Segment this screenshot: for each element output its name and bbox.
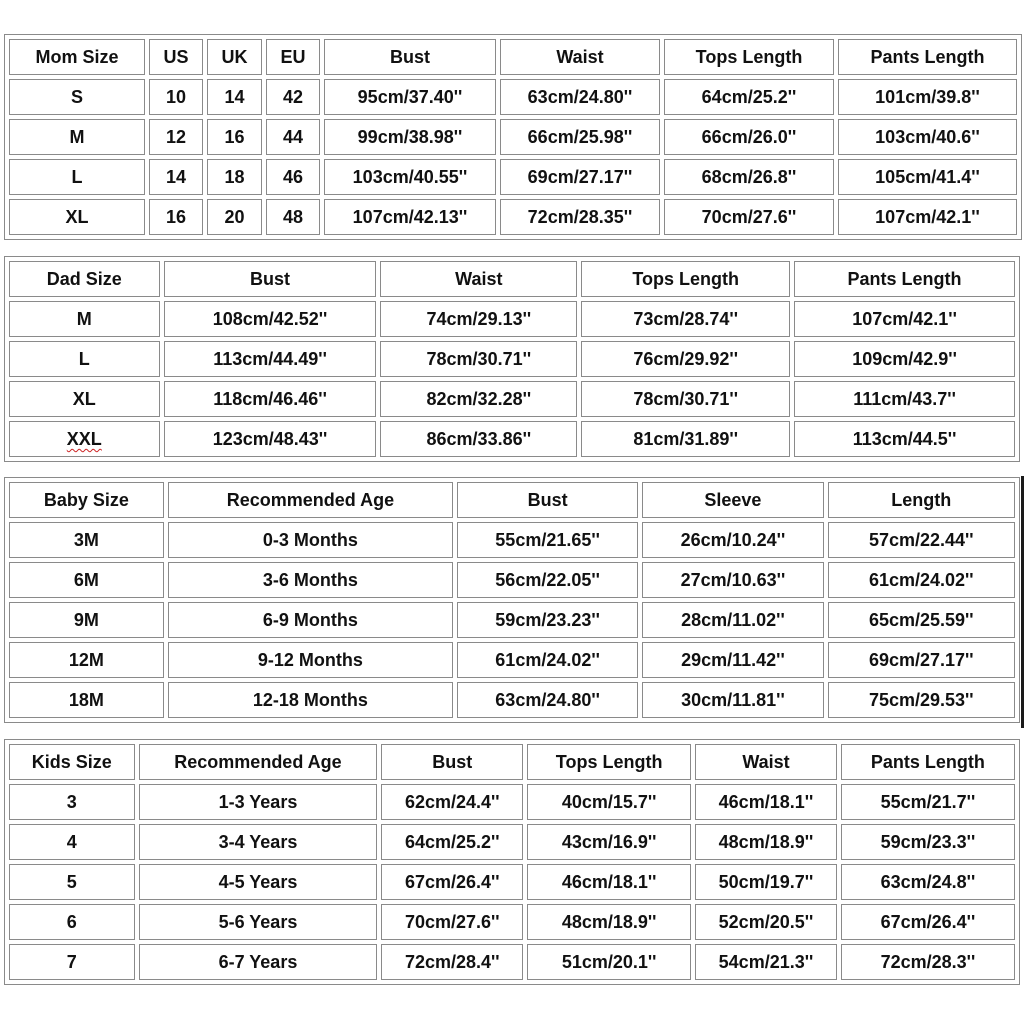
table-header-row xyxy=(9,744,1015,780)
header-cell: Recommended Age xyxy=(139,744,378,780)
table-cell: 1-3 Years xyxy=(139,784,378,820)
table-cell: 12M xyxy=(9,642,164,678)
table-cell: 50cm/19.7'' xyxy=(695,864,837,900)
table-cell: 113cm/44.49'' xyxy=(164,341,377,377)
table-row xyxy=(9,784,1015,820)
table-cell: 113cm/44.5'' xyxy=(794,421,1015,457)
header-cell: Bust xyxy=(324,39,496,75)
table-cell: 12 xyxy=(149,119,203,155)
table-cell: 28cm/11.02'' xyxy=(642,602,823,638)
table-cell: 56cm/22.05'' xyxy=(457,562,638,598)
table-cell: 5 xyxy=(9,864,135,900)
table-cell: 66cm/25.98'' xyxy=(500,119,660,155)
table-cell: 6M xyxy=(9,562,164,598)
header-cell: Recommended Age xyxy=(168,482,453,518)
table-cell: 103cm/40.6'' xyxy=(838,119,1017,155)
table-header-row xyxy=(9,261,1015,297)
table-cell: 46cm/18.1'' xyxy=(527,864,691,900)
table-row xyxy=(9,159,1017,195)
table-cell: 103cm/40.55'' xyxy=(324,159,496,195)
table-cell: 27cm/10.63'' xyxy=(642,562,823,598)
table-cell: 61cm/24.02'' xyxy=(828,562,1015,598)
table-cell: 4-5 Years xyxy=(139,864,378,900)
table-cell: 107cm/42.1'' xyxy=(794,301,1015,337)
table-cell: XL xyxy=(9,381,160,417)
table-cell: 118cm/46.46'' xyxy=(164,381,377,417)
table-cell: 55cm/21.7'' xyxy=(841,784,1015,820)
table-cell: 69cm/27.17'' xyxy=(828,642,1015,678)
table-cell: 14 xyxy=(207,79,262,115)
table-cell: 48 xyxy=(266,199,320,235)
table-cell: 43cm/16.9'' xyxy=(527,824,691,860)
spellcheck-underlined-text: XXL xyxy=(66,429,102,449)
table-cell: 108cm/42.52'' xyxy=(164,301,377,337)
table-cell: 69cm/27.17'' xyxy=(500,159,660,195)
table-cell: 107cm/42.13'' xyxy=(324,199,496,235)
table-cell: 6 xyxy=(9,904,135,940)
table-cell: 111cm/43.7'' xyxy=(794,381,1015,417)
table-cell: 64cm/25.2'' xyxy=(381,824,523,860)
table-cell: 72cm/28.35'' xyxy=(500,199,660,235)
table-cell: 57cm/22.44'' xyxy=(828,522,1015,558)
header-cell: Pants Length xyxy=(838,39,1017,75)
table-cell: XL xyxy=(9,199,145,235)
table-cell: 74cm/29.13'' xyxy=(380,301,577,337)
table-cell: 14 xyxy=(149,159,203,195)
dad-size-table xyxy=(4,256,1020,462)
table-cell: 63cm/24.80'' xyxy=(457,682,638,718)
table-cell: 46 xyxy=(266,159,320,195)
table-cell: 68cm/26.8'' xyxy=(664,159,834,195)
table-cell: 76cm/29.92'' xyxy=(581,341,790,377)
table-cell: 20 xyxy=(207,199,262,235)
table-cell: 78cm/30.71'' xyxy=(380,341,577,377)
baby-size-table xyxy=(4,477,1020,723)
header-cell: Waist xyxy=(380,261,577,297)
table-row xyxy=(9,904,1015,940)
table-cell: 26cm/10.24'' xyxy=(642,522,823,558)
table-cell: 86cm/33.86'' xyxy=(380,421,577,457)
table-cell: 63cm/24.8'' xyxy=(841,864,1015,900)
table-row xyxy=(9,381,1015,417)
table-row xyxy=(9,682,1015,718)
table-row xyxy=(9,301,1015,337)
header-cell: Length xyxy=(828,482,1015,518)
table-cell: 73cm/28.74'' xyxy=(581,301,790,337)
header-cell: Tops Length xyxy=(664,39,834,75)
table-cell: 12-18 Months xyxy=(168,682,453,718)
table-row xyxy=(9,79,1017,115)
header-cell: Waist xyxy=(695,744,837,780)
table-cell: 101cm/39.8'' xyxy=(838,79,1017,115)
table-cell: 52cm/20.5'' xyxy=(695,904,837,940)
table-row xyxy=(9,119,1017,155)
table-cell: 70cm/27.6'' xyxy=(381,904,523,940)
table-cell: 30cm/11.81'' xyxy=(642,682,823,718)
table-cell: 81cm/31.89'' xyxy=(581,421,790,457)
table-cell: L xyxy=(9,341,160,377)
table-cell: 72cm/28.4'' xyxy=(381,944,523,980)
table-cell: 16 xyxy=(149,199,203,235)
table-row xyxy=(9,944,1015,980)
table-cell: 0-3 Months xyxy=(168,522,453,558)
table-cell: 7 xyxy=(9,944,135,980)
table-cell: 16 xyxy=(207,119,262,155)
table-row xyxy=(9,824,1015,860)
header-cell: Tops Length xyxy=(527,744,691,780)
table-cell: 4 xyxy=(9,824,135,860)
header-cell: Bust xyxy=(381,744,523,780)
table-cell: 40cm/15.7'' xyxy=(527,784,691,820)
table-cell: 5-6 Years xyxy=(139,904,378,940)
table-cell xyxy=(9,421,160,457)
table-cell: 6-9 Months xyxy=(168,602,453,638)
table-cell: 29cm/11.42'' xyxy=(642,642,823,678)
table-row xyxy=(9,562,1015,598)
table-cell: 105cm/41.4'' xyxy=(838,159,1017,195)
header-cell: EU xyxy=(266,39,320,75)
table-cell: 66cm/26.0'' xyxy=(664,119,834,155)
mom-size-table xyxy=(4,34,1022,240)
header-cell: Bust xyxy=(457,482,638,518)
table-cell: 64cm/25.2'' xyxy=(664,79,834,115)
table-cell: 123cm/48.43'' xyxy=(164,421,377,457)
table-cell: 6-7 Years xyxy=(139,944,378,980)
table-row xyxy=(9,421,1015,457)
table-cell: 3M xyxy=(9,522,164,558)
table-cell: 61cm/24.02'' xyxy=(457,642,638,678)
table-cell: 44 xyxy=(266,119,320,155)
table-cell: 78cm/30.71'' xyxy=(581,381,790,417)
header-cell: Dad Size xyxy=(9,261,160,297)
table-cell: 75cm/29.53'' xyxy=(828,682,1015,718)
table-cell: 3-4 Years xyxy=(139,824,378,860)
table-cell: 107cm/42.1'' xyxy=(838,199,1017,235)
table-cell: 9-12 Months xyxy=(168,642,453,678)
table-cell: M xyxy=(9,301,160,337)
table-row xyxy=(9,199,1017,235)
header-cell: UK xyxy=(207,39,262,75)
table-cell: 67cm/26.4'' xyxy=(841,904,1015,940)
table-cell: 54cm/21.3'' xyxy=(695,944,837,980)
table-cell: 48cm/18.9'' xyxy=(695,824,837,860)
table-cell: 51cm/20.1'' xyxy=(527,944,691,980)
header-cell: Sleeve xyxy=(642,482,823,518)
table-cell: 72cm/28.3'' xyxy=(841,944,1015,980)
table-cell: 59cm/23.23'' xyxy=(457,602,638,638)
table-cell: M xyxy=(9,119,145,155)
kids-size-table xyxy=(4,739,1020,985)
table-cell: 3-6 Months xyxy=(168,562,453,598)
table-cell: 48cm/18.9'' xyxy=(527,904,691,940)
table-cell: 95cm/37.40'' xyxy=(324,79,496,115)
table-row xyxy=(9,642,1015,678)
table-header-row xyxy=(9,39,1017,75)
table-cell: L xyxy=(9,159,145,195)
header-cell: Kids Size xyxy=(9,744,135,780)
header-cell: Pants Length xyxy=(794,261,1015,297)
table-cell: 99cm/38.98'' xyxy=(324,119,496,155)
table-cell: 18M xyxy=(9,682,164,718)
table-cell: 55cm/21.65'' xyxy=(457,522,638,558)
table-cell: 109cm/42.9'' xyxy=(794,341,1015,377)
table-row xyxy=(9,602,1015,638)
table-cell: 65cm/25.59'' xyxy=(828,602,1015,638)
table-row xyxy=(9,341,1015,377)
table-cell: 70cm/27.6'' xyxy=(664,199,834,235)
table-header-row xyxy=(9,482,1015,518)
table-cell: 59cm/23.3'' xyxy=(841,824,1015,860)
table-row xyxy=(9,522,1015,558)
table-cell: 63cm/24.80'' xyxy=(500,79,660,115)
table-cell: 42 xyxy=(266,79,320,115)
table-cell: 62cm/24.4'' xyxy=(381,784,523,820)
table-cell: 82cm/32.28'' xyxy=(380,381,577,417)
header-cell: Pants Length xyxy=(841,744,1015,780)
header-cell: US xyxy=(149,39,203,75)
table-cell: S xyxy=(9,79,145,115)
header-cell: Mom Size xyxy=(9,39,145,75)
table-cell: 67cm/26.4'' xyxy=(381,864,523,900)
header-cell: Tops Length xyxy=(581,261,790,297)
table-cell: 10 xyxy=(149,79,203,115)
header-cell: Waist xyxy=(500,39,660,75)
table-row xyxy=(9,864,1015,900)
table-cell: 9M xyxy=(9,602,164,638)
table-cell: 3 xyxy=(9,784,135,820)
table-cell: 18 xyxy=(207,159,262,195)
table-cell: 46cm/18.1'' xyxy=(695,784,837,820)
header-cell: Baby Size xyxy=(9,482,164,518)
header-cell: Bust xyxy=(164,261,377,297)
